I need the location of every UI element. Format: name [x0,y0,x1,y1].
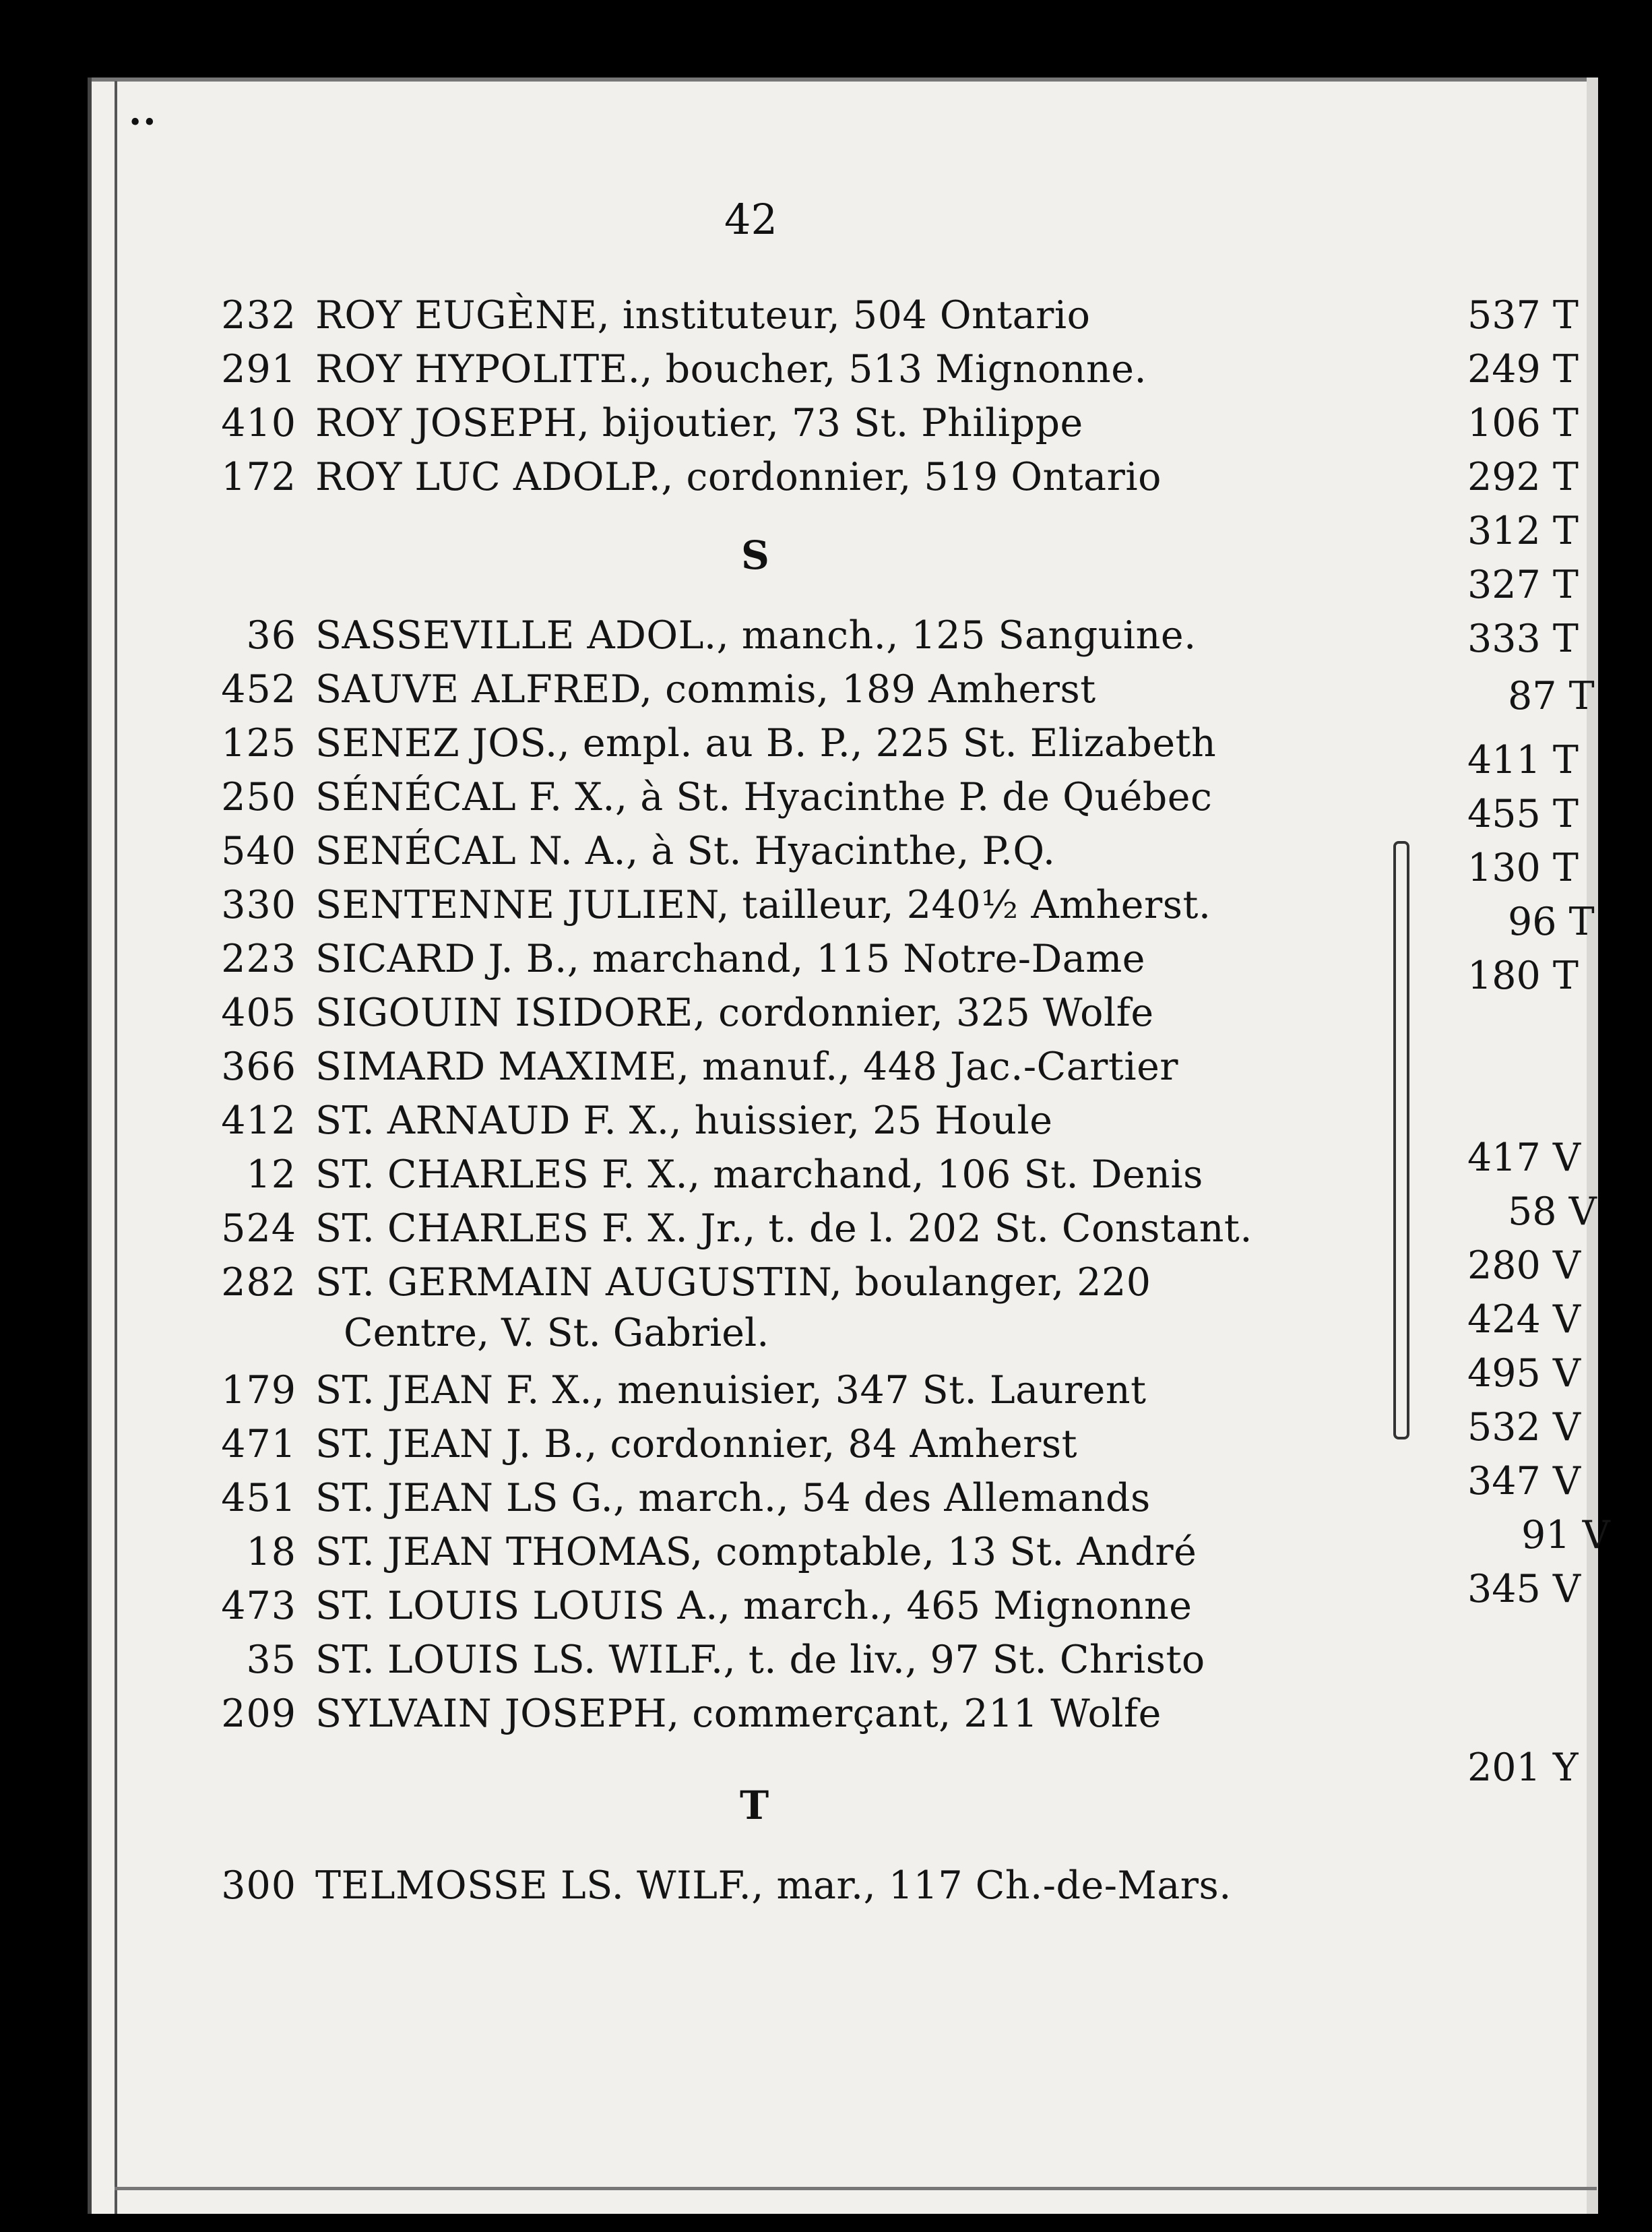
entry-text: ROY EUGÈNE, instituteur, 504 Ontario [315,293,1091,338]
entry-number: 412 [221,1098,296,1143]
bracket-mark [1393,841,1409,1439]
list-item [216,1152,1203,1197]
entry-number: 452 [221,667,296,712]
entry-number: 473 [221,1584,296,1628]
entry-text: SIMARD MAXIME, manuf., 448 Jac.-Cartier [315,1045,1179,1089]
entry-number: 330 [221,883,296,927]
facing-entry: 106 T [1467,401,1579,445]
entry-text: ST. CHARLES F. X., marchand, 106 St. Denis [315,1152,1203,1197]
entry-number: 300 [221,1863,296,1908]
list-item [216,775,1213,819]
section-heading-t: T [740,1782,769,1828]
entry-text: ST. GERMAIN AUGUSTIN, boulanger, 220 [315,1260,1151,1305]
entry-number: 232 [221,293,296,338]
facing-entry: 345 V [1467,1567,1581,1611]
list-item [216,1206,1252,1251]
entry-number: 125 [221,721,296,766]
entry-text: ST. LOUIS LOUIS A., march., 465 Mignonne [315,1584,1193,1628]
facing-entry: 455 T [1467,792,1579,836]
entry-text: SAUVE ALFRED, commis, 189 Amherst [315,667,1096,712]
entry-number: 366 [221,1045,296,1089]
entry-text: ST. JEAN J. B., cordonnier, 84 Amherst [315,1422,1078,1466]
entry-text: SÉNÉCAL F. X., à St. Hyacinthe P. de Québec [315,775,1213,819]
entry-text: TELMOSSE LS. WILF., mar., 117 Ch.-de-Mars. [315,1863,1232,1908]
list-item [216,1098,1053,1143]
facing-entry: 495 V [1467,1351,1581,1396]
list-item [216,1863,1232,1908]
entry-number: 291 [221,347,296,392]
entry-text: ROY HYPOLITE., boucher, 513 Mignonne. [315,347,1147,392]
entry-number: 540 [221,829,296,873]
facing-entry: 87 T [1508,674,1595,718]
list-item [216,721,1217,766]
entry-text: ST. JEAN F. X., menuisier, 347 St. Laurent [315,1368,1147,1413]
entry-number: 223 [221,937,296,981]
entry-text: ST. ARNAUD F. X., huissier, 25 Houle [315,1098,1053,1143]
list-item [216,1422,1078,1466]
entry-number: 282 [221,1260,296,1305]
entry-number: 250 [221,775,296,819]
corner-mark: •• [128,109,157,137]
binding-rule [115,81,117,2214]
entry-number: 179 [221,1368,296,1413]
entry-text: ST. JEAN LS G., march., 54 des Allemands [315,1476,1151,1520]
list-item [216,1045,1179,1089]
facing-entry: 96 T [1508,900,1595,944]
entry-number: 471 [221,1422,296,1466]
facing-entry: 58 V [1508,1189,1597,1234]
entry-number: 410 [221,401,296,445]
list-item [216,883,1211,927]
facing-entry: 130 T [1467,846,1579,890]
entry-number: 172 [221,455,296,499]
list-item [216,829,1056,873]
list-item [216,1692,1162,1736]
entry-number: 405 [221,991,296,1035]
facing-entry: 201 Y [1467,1745,1579,1790]
list-item [216,293,1091,338]
list-item [216,347,1147,392]
facing-entry: 180 T [1467,954,1579,998]
list-item [216,667,1096,712]
list-item [216,991,1154,1035]
facing-entry: 537 T [1467,293,1579,338]
facing-entry: 327 T [1467,563,1579,607]
entry-number: 451 [221,1476,296,1520]
entry-text: ROY JOSEPH, bijoutier, 73 St. Philippe [315,401,1083,445]
section-heading-s: S [741,532,769,578]
list-item [216,1260,1151,1305]
entry-text: SENEZ JOS., empl. au B. P., 225 St. Elizabeth [315,721,1217,766]
entry-number: 36 [246,613,296,658]
facing-entry: 417 V [1467,1136,1581,1180]
list-item [216,1638,1205,1682]
entry-text: ST. JEAN THOMAS, comptable, 13 St. André [315,1530,1197,1574]
entry-text: SENTENNE JULIEN, tailleur, 240½ Amherst. [315,883,1211,927]
entry-number: 35 [246,1638,296,1682]
facing-entry: 532 V [1467,1405,1581,1450]
list-item [216,613,1197,658]
facing-entry: 347 V [1467,1459,1581,1504]
entry-number: 209 [221,1692,296,1736]
facing-entry: 333 T [1467,617,1579,661]
facing-entry: 312 T [1467,509,1579,553]
list-item [216,1584,1193,1628]
entry-text: ST. LOUIS LS. WILF., t. de liv., 97 St. Christo [315,1638,1205,1682]
list-item [216,455,1162,499]
list-item [216,401,1083,445]
entry-text: ROY LUC ADOLP., cordonnier, 519 Ontario [315,455,1162,499]
page-number: 42 [724,195,777,244]
list-item [216,937,1146,981]
list-item [216,1530,1197,1574]
entry-continuation: Centre, V. St. Gabriel. [344,1311,769,1355]
entry-number: 18 [246,1530,296,1574]
entry-text: SENÉCAL N. A., à St. Hyacinthe, P.Q. [315,829,1056,873]
list-item [216,1368,1147,1413]
entry-number: 12 [246,1152,296,1197]
bottom-rule [115,2187,1597,2190]
entry-text: SYLVAIN JOSEPH, commerçant, 211 Wolfe [315,1692,1162,1736]
entry-text: SICARD J. B., marchand, 115 Notre-Dame [315,937,1146,981]
entry-text: SASSEVILLE ADOL., manch., 125 Sanguine. [315,613,1197,658]
entry-text: ST. CHARLES F. X. Jr., t. de l. 202 St. Constant. [315,1206,1252,1251]
facing-entry: 91 V [1521,1513,1610,1557]
facing-entry: 411 T [1467,738,1579,782]
facing-entry: 280 V [1467,1243,1581,1288]
entry-text: SIGOUIN ISIDORE, cordonnier, 325 Wolfe [315,991,1154,1035]
list-item [216,1476,1151,1520]
entry-number: 524 [221,1206,296,1251]
facing-entry: 292 T [1467,455,1579,499]
facing-entry: 424 V [1467,1297,1581,1342]
facing-entry: 249 T [1467,347,1579,392]
